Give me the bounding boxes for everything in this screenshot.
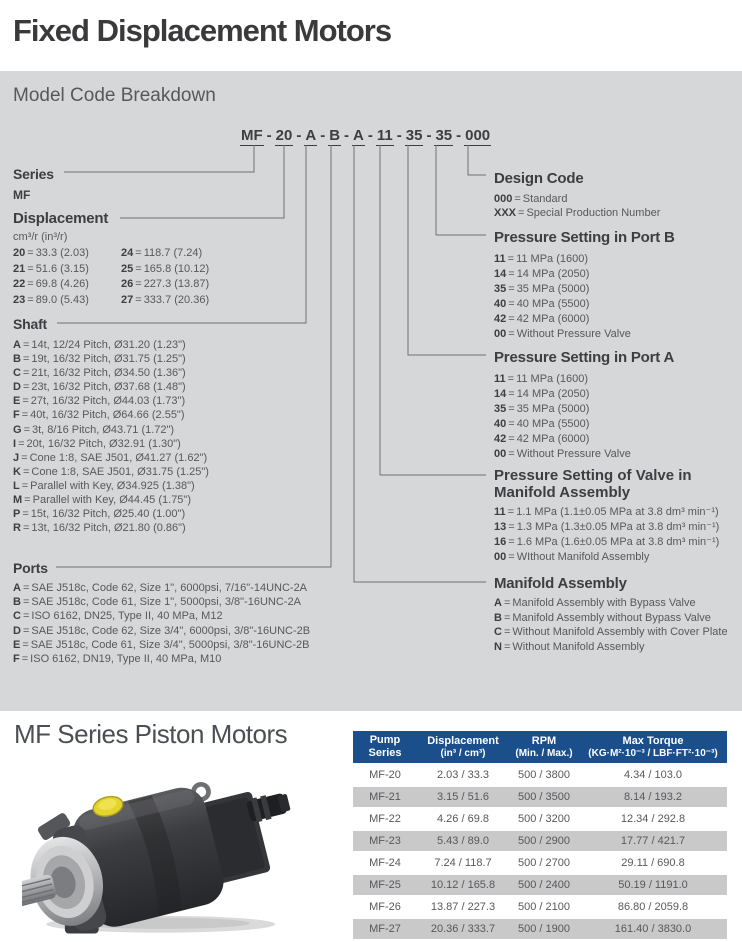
option-desc: 13t, 16/32 Pitch, Ø21.80 (0.86") [31,522,186,535]
shaft-option: K = Cone 1:8, SAE J501, Ø31.75 (1.25") [13,465,209,478]
option-desc: 42 MPa (6000) [516,433,590,445]
option-desc: 14 MPa (2050) [516,388,590,400]
option-desc: 35 MPa (5000) [516,283,590,295]
cell-pump-series: MF-24 [353,852,417,874]
option-desc: ISO 6162, DN25, Type II, 40 MPa, M12 [31,610,223,623]
option-desc: 165.8 (10.12) [143,262,210,275]
option-desc: 14 MPa (2050) [516,268,590,280]
pressure-option: 42 = 42 MPa (6000) [494,433,590,445]
pressure-option: 40 = 40 MPa (5500) [494,418,590,430]
option-desc: 118.7 (7.24) [143,247,203,259]
shaft-option: E = 27t, 16/32 Pitch, Ø44.03 (1.73") [13,395,186,408]
option-desc: Without Pressure Valve [516,448,631,460]
cell-displacement: 13.87 / 227.3 [417,896,509,918]
model-code-separator: - [320,127,326,144]
model-code-segment: 35 [435,127,453,144]
model-code-separator: - [426,127,432,144]
option-desc: 1.3 MPa (1.3±0.05 MPa at 3.8 dm³ min⁻¹) [516,521,720,533]
pressure-option: 11 = 11 MPa (1600) [494,373,589,385]
option-desc: 51.6 (3.15) [35,262,89,275]
displacement-option: 24 = 118.7 (7.24) [121,247,203,259]
option-desc: 227.3 (13.87) [143,278,210,290]
option-desc: 11 MPa (1600) [516,373,589,385]
design-code-section [494,170,660,220]
shaft-option: B = 19t, 16/32 Pitch, Ø31.75 (1.25") [13,353,186,366]
manifold-option: C = Without Manifold Assembly with Cover Plate [494,626,728,638]
displacement-option: 23 = 89.0 (5.43) [13,293,89,306]
series-section [13,166,54,202]
model-code-segment-wrap [423,127,453,146]
cell-rpm: 500 / 3800 [509,764,579,786]
pressure-option: 00 = Without Pressure Valve [494,328,631,340]
spec-table-row [353,852,727,874]
cell-rpm: 500 / 2700 [509,852,579,874]
pressure-option: 14 = 14 MPa (2050) [494,268,590,280]
section-title: Model Code Breakdown [13,85,216,106]
cell-pump-series: MF-21 [353,786,417,808]
shaft-option: P = 15t, 16/32 Pitch, Ø25.40 (1.00") [13,508,186,521]
option-desc: Parallel with Key, Ø44.45 (1.75") [32,494,191,507]
option-desc: 40t, 16/32 Pitch, Ø64.66 (2.55") [30,409,185,422]
model-code-segment: A [353,127,364,144]
model-code-separator: - [456,127,462,144]
cell-displacement: 4.26 / 69.8 [417,808,509,830]
model-code-segment: MF [241,127,263,144]
shaft-section [13,316,209,535]
cell-pump-series: MF-25 [353,874,417,896]
pressure-port-a-heading: Pressure Setting in Port A [494,349,675,366]
cell-max-torque: 17.77 / 421.7 [579,830,727,852]
option-desc: 333.7 (20.36) [143,293,210,306]
option-desc: Special Production Number [526,207,661,220]
pressure-option: 35 = 35 MPa (5000) [494,403,590,415]
spec-table-row [353,786,727,808]
option-desc: Manifold Assembly with Bypass Valve [512,597,696,609]
valve-pressure-option: 13 = 1.3 MPa (1.3±0.05 MPa at 3.8 dm³ min⁻¹) [494,521,720,533]
option-desc: Cone 1:8, SAE J501, Ø31.75 (1.25") [31,465,209,478]
cell-rpm: 500 / 3500 [509,786,579,808]
manifold-assembly-heading: Manifold Assembly [494,575,627,592]
model-code-segment: B [329,127,341,144]
valve-pressure-heading-line2: Manifold Assembly [494,484,631,501]
manifold-option: A = Manifold Assembly with Bypass Valve [494,597,696,609]
option-desc: 1.6 MPa (1.6±0.05 MPa at 3.8 dm³ min⁻¹) [516,536,720,548]
shaft-option: R = 13t, 16/32 Pitch, Ø21.80 (0.86") [13,522,186,535]
ports-heading: Ports [13,560,48,576]
model-code [240,127,491,146]
cell-rpm: 500 / 1900 [509,918,579,940]
spec-table-row [353,830,727,852]
cell-max-torque: 4.34 / 103.0 [579,764,727,786]
pressure-option: 35 = 35 MPa (5000) [494,283,590,295]
option-desc: 40 MPa (5500) [516,418,590,430]
displacement-option: 20 = 33.3 (2.03) [13,247,89,259]
cell-max-torque: 50.19 / 1191.0 [579,874,727,896]
design-code-option: XXX = Special Production Number [494,207,661,220]
option-desc: 42 MPa (6000) [516,313,590,325]
pressure-option: 00 = Without Pressure Valve [494,448,631,460]
cell-max-torque: 29.11 / 690.8 [579,852,727,874]
option-desc: 15t, 16/32 Pitch, Ø25.40 (1.00") [30,508,186,521]
displacement-option: 27 = 333.7 (20.36) [121,293,210,306]
ports-section [13,560,310,666]
option-desc: SAE J518c, Code 61, Size 3/4", 5000psi, 3/8"-16UNC-2B [30,638,310,651]
option-desc: 27t, 16/32 Pitch, Ø44.03 (1.73") [30,395,186,408]
page-title: Fixed Displacement Motors [13,13,392,48]
model-code-segment-wrap [264,127,294,146]
cell-pump-series: MF-26 [353,896,417,918]
option-desc: 3t, 8/16 Pitch, Ø43.71 (1.72") [32,423,175,436]
cell-pump-series: MF-20 [353,764,417,786]
displacement-option: 26 = 227.3 (13.87) [121,278,210,290]
cell-displacement: 3.15 / 51.6 [417,786,509,808]
cell-displacement: 2.03 / 33.3 [417,764,509,786]
model-code-segment-wrap [317,127,341,146]
valve-pressure-option: 00 = WIthout Manifold Assembly [494,551,650,563]
option-desc: Without Manifold Assembly [512,640,645,653]
cell-displacement: 5.43 / 89.0 [417,830,509,852]
model-code-separator: - [396,127,402,144]
pressure-port-a-section [494,349,674,462]
option-desc: SAE J518c, Code 62, Size 3/4", 6000psi, 3/8"-16UNC-2B [31,624,311,637]
valve-pressure-option: 11 = 1.1 MPa (1.1±0.05 MPa at 3.8 dm³ min⁻¹) [494,506,719,518]
model-code-segment-wrap [394,127,424,146]
spec-table-row [353,808,727,830]
cell-rpm: 500 / 2900 [509,830,579,852]
option-desc: ISO 6162, DN19, Type II, 40 MPa, M10 [30,653,222,666]
shaft-option: J = Cone 1:8, SAE J501, Ø41.27 (1.62") [13,451,208,464]
series-title: MF Series Piston Motors [14,719,288,749]
col-max-torque: Max Torque (KG·M²·10⁻³ / LBF·FT²·10⁻³) [579,731,727,764]
design-code-heading: Design Code [494,170,584,187]
series-overview-section [0,711,742,942]
option-desc: 19t, 16/32 Pitch, Ø31.75 (1.25") [31,353,186,366]
model-code-separator: - [296,127,302,144]
port-option: F = ISO 6162, DN19, Type II, 40 MPa, M10 [13,653,222,666]
col-pump-series: Pump Series [353,731,417,764]
model-code-segment-wrap [293,127,317,146]
displacement-unit: cm³/r (in³/r) [13,231,68,243]
option-desc: SAE J518c, Code 62, Size 1", 6000psi, 7/16"-14UNC-2A [31,582,308,594]
cell-displacement: 20.36 / 333.7 [417,918,509,940]
model-code-segment: 20 [275,127,293,144]
spec-table-row [353,874,727,896]
shaft-option: G = 3t, 8/16 Pitch, Ø43.71 (1.72") [13,423,175,436]
cell-pump-series: MF-22 [353,808,417,830]
pressure-port-b-section [494,229,675,342]
shaft-option: C = 21t, 16/32 Pitch, Ø34.50 (1.36") [13,367,186,380]
option-desc: 14t, 12/24 Pitch, Ø31.20 (1.23") [31,339,186,351]
shaft-heading: Shaft [13,316,48,332]
port-option: C = ISO 6162, DN25, Type II, 40 MPa, M12 [13,610,223,623]
spec-table-row [353,896,727,918]
option-desc: 21t, 16/32 Pitch, Ø34.50 (1.36") [31,367,186,380]
option-desc: Parallel with Key, Ø34.925 (1.38") [30,479,195,492]
option-desc: 35 MPa (5000) [516,403,590,415]
series-code: MF [13,188,31,202]
displacement-option: 22 = 69.8 (4.26) [13,278,89,290]
shaft-option: F = 40t, 16/32 Pitch, Ø64.66 (2.55") [13,409,185,422]
option-desc: 23t, 16/32 Pitch, Ø37.68 (1.48") [31,381,186,394]
model-code-segment: 35 [405,127,423,144]
cell-displacement: 7.24 / 118.7 [417,852,509,874]
valve-pressure-option: 16 = 1.6 MPa (1.6±0.05 MPa at 3.8 dm³ min⁻¹) [494,536,720,548]
option-desc: Cone 1:8, SAE J501, Ø41.27 (1.62") [29,451,208,464]
option-desc: Manifold Assembly without Bypass Valve [512,611,711,624]
shaft-option: L = Parallel with Key, Ø34.925 (1.38") [13,479,195,492]
page-header [0,0,742,71]
series-heading: Series [13,166,54,182]
option-desc: 89.0 (5.43) [35,293,89,306]
pressure-option: 42 = 42 MPa (6000) [494,313,590,325]
option-desc: 1.1 MPa (1.1±0.05 MPa at 3.8 dm³ min⁻¹) [516,506,719,518]
model-code-segment-wrap [341,127,365,146]
cell-max-torque: 161.40 / 3830.0 [579,918,727,940]
model-code-segment: A [305,127,317,144]
spec-table-row [353,764,727,786]
pressure-option: 14 = 14 MPa (2050) [494,388,590,400]
cell-rpm: 500 / 2400 [509,874,579,896]
option-desc: SAE J518c, Code 61, Size 1", 5000psi, 3/8"-16UNC-2A [31,596,301,609]
model-code-separator: - [367,127,373,144]
displacement-section [13,210,209,309]
pressure-port-b-heading: Pressure Setting in Port B [494,229,675,246]
design-code-option: 000 = Standard [494,193,568,205]
pressure-option: 11 = 11 MPa (1600) [494,253,589,265]
shaft-option: A = 14t, 12/24 Pitch, Ø31.20 (1.23") [13,339,186,351]
cell-max-torque: 8.14 / 193.2 [579,786,727,808]
port-option: E = SAE J518c, Code 61, Size 3/4", 5000psi, 3/8"-16UNC-2B [13,638,310,651]
shaft-option: D = 23t, 16/32 Pitch, Ø37.68 (1.48") [13,381,186,394]
port-option: A = SAE J518c, Code 62, Size 1", 6000psi, 7/16"-14UNC-2A [13,582,308,594]
displacement-option: 25 = 165.8 (10.12) [121,262,210,275]
spec-table-row [353,918,727,940]
cell-rpm: 500 / 3200 [509,808,579,830]
motor-photo [22,763,294,941]
spec-table-header-row [353,731,727,764]
valve-pressure-section [494,467,719,565]
manifold-option: B = Manifold Assembly without Bypass Valve [494,611,711,624]
model-code-segment: 000 [465,127,491,144]
option-desc: 20t, 16/32 Pitch, Ø32.91 (1.30") [26,437,181,450]
cell-max-torque: 86.80 / 2059.8 [579,896,727,918]
model-code-separator: - [344,127,350,144]
option-desc: Standard [522,193,568,205]
option-desc: WIthout Manifold Assembly [516,551,650,563]
model-code-segment-wrap [453,127,491,146]
option-desc: 11 MPa (1600) [516,253,589,265]
port-option: D = SAE J518c, Code 62, Size 3/4", 6000psi, 3/8"-16UNC-2B [13,624,311,637]
cell-pump-series: MF-27 [353,918,417,940]
valve-pressure-heading-line1: Pressure Setting of Valve in [494,467,692,484]
spec-table [353,731,727,941]
col-displacement: Displacement (in³ / cm³) [417,731,509,764]
manifold-assembly-section [494,575,728,654]
cell-max-torque: 12.34 / 292.8 [579,808,727,830]
option-desc: 40 MPa (5500) [516,298,590,310]
cell-displacement: 10.12 / 165.8 [417,874,509,896]
shaft-option: I = 20t, 16/32 Pitch, Ø32.91 (1.30") [13,437,181,450]
shaft-option: M = Parallel with Key, Ø44.45 (1.75") [13,494,191,507]
port-option: B = SAE J518c, Code 61, Size 1", 5000psi, 3/8"-16UNC-2A [13,596,301,609]
cell-pump-series: MF-23 [353,830,417,852]
col-rpm: RPM (Min. / Max.) [509,731,579,764]
cell-rpm: 500 / 2100 [509,896,579,918]
model-code-segment-wrap [240,127,264,146]
model-code-separator: - [266,127,272,144]
pressure-option: 40 = 40 MPa (5500) [494,298,590,310]
model-code-panel [0,71,742,711]
model-code-segment: 11 [376,127,393,144]
displacement-option: 21 = 51.6 (3.15) [13,262,89,275]
option-desc: Without Manifold Assembly with Cover Plate [512,626,728,638]
option-desc: 33.3 (2.03) [35,247,89,259]
option-desc: 69.8 (4.26) [35,278,89,290]
option-desc: Without Pressure Valve [516,328,631,340]
model-code-segment-wrap [365,127,394,146]
manifold-option: N = Without Manifold Assembly [494,640,645,653]
displacement-heading: Displacement [13,210,109,227]
